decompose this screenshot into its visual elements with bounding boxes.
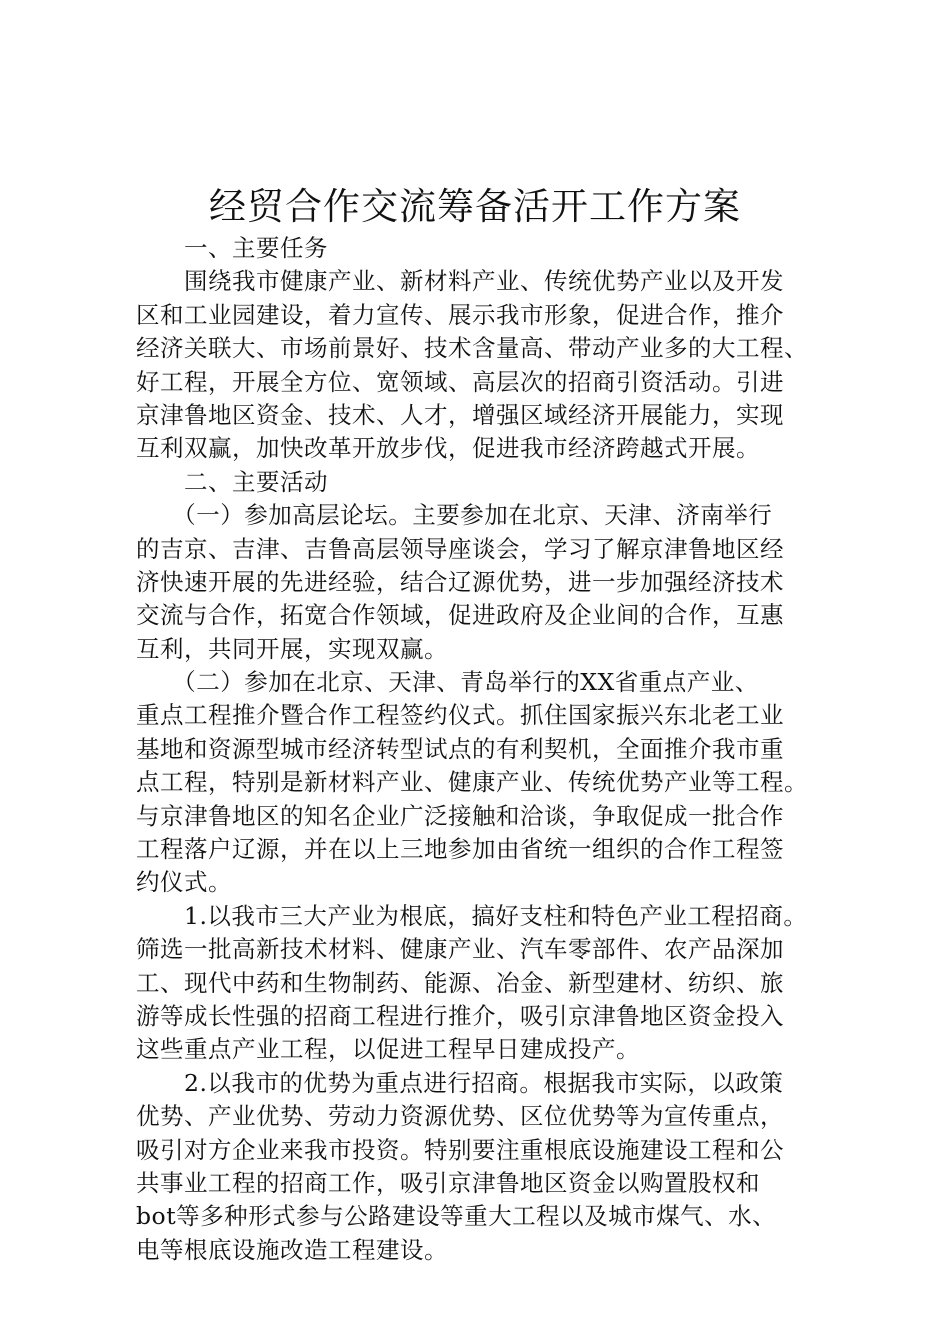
text-line: 1.以我市三大产业为根底，搞好支柱和特色产业工程招商。 <box>136 901 808 930</box>
paragraph <box>136 900 826 1067</box>
text-line: 好工程，开展全方位、宽领域、高层次的招商引资活动。引进 <box>136 367 784 396</box>
text-line: 基地和资源型城市经济转型试点的有利契机，全面推介我市重 <box>136 734 784 763</box>
text-line: 围绕我市健康产业、新材料产业、传统优势产业以及开发 <box>136 267 784 296</box>
text-line: （二）参加在北京、天津、青岛举行的XX省重点产业、 <box>136 668 759 697</box>
text-line: 筛选一批高新技术材料、健康产业、汽车零部件、农产品深加 <box>136 935 784 964</box>
text-line: 二、主要活动 <box>136 467 328 496</box>
text-line: 重点工程推介暨合作工程签约仪式。抓住国家振兴东北老工业 <box>136 701 784 730</box>
text-line: 这些重点产业工程，以促进工程早日建成投产。 <box>136 1035 640 1064</box>
text-line: 经济关联大、市场前景好、技术含量高、带动产业多的大工程、 <box>136 334 808 363</box>
text-line: 游等成长性强的招商工程进行推介，吸引京津鲁地区资金投入 <box>136 1001 784 1030</box>
text-line: 共事业工程的招商工作，吸引京津鲁地区资金以购置股权和 <box>136 1168 760 1197</box>
text-line: 工程落户辽源，并在以上三地参加由省统一组织的合作工程签 <box>136 835 784 864</box>
text-line: bot等多种形式参与公路建设等重大工程以及城市煤气、水、 <box>136 1202 777 1231</box>
text-line: 的吉京、吉津、吉鲁高层领导座谈会，学习了解京津鲁地区经 <box>136 534 784 563</box>
text-line: 区和工业园建设，着力宣传、展示我市形象，促进合作，推介 <box>136 300 784 329</box>
text-line: 优势、产业优势、劳动力资源优势、区位优势等为宣传重点， <box>136 1102 784 1131</box>
text-line: 点工程，特别是新材料产业、健康产业、传统优势产业等工程。 <box>136 768 808 797</box>
document-title: 经贸合作交流筹备活开工作方案 <box>209 185 741 228</box>
paragraph <box>136 265 826 465</box>
text-line: 济快速开展的先进经验，结合辽源优势，进一步加强经济技术 <box>136 567 784 596</box>
text-line: 2.以我市的优势为重点进行招商。根据我市实际，以政策 <box>136 1068 784 1097</box>
paragraph <box>136 1067 826 1267</box>
text-line: 互利，共同开展，实现双赢。 <box>136 634 448 663</box>
text-line: 一、主要任务 <box>136 234 328 262</box>
text-line: 互利双赢，加快改革开放步伐，促进我市经济跨越式开展。 <box>136 434 760 463</box>
text-line: 与京津鲁地区的知名企业广泛接触和洽谈，争取促成一批合作 <box>136 801 784 830</box>
text-line: 吸引对方企业来我市投资。特别要注重根底设施建设工程和公 <box>136 1135 784 1164</box>
text-line: 工、现代中药和生物制药、能源、冶金、新型建材、纺织、旅 <box>136 968 784 997</box>
document-body <box>136 232 826 1267</box>
paragraph <box>136 666 826 900</box>
paragraph <box>136 466 826 499</box>
text-line: 约仪式。 <box>136 868 232 897</box>
text-line: 电等根底设施改造工程建设。 <box>136 1235 448 1264</box>
paragraph <box>136 232 826 265</box>
text-line: 京津鲁地区资金、技术、人才，增强区域经济开展能力，实现 <box>136 400 784 429</box>
text-line: 交流与合作，拓宽合作领域，促进政府及企业间的合作，互惠 <box>136 601 784 630</box>
text-line: （一）参加高层论坛。主要参加在北京、天津、济南举行 <box>136 501 773 530</box>
paragraph <box>136 499 826 666</box>
